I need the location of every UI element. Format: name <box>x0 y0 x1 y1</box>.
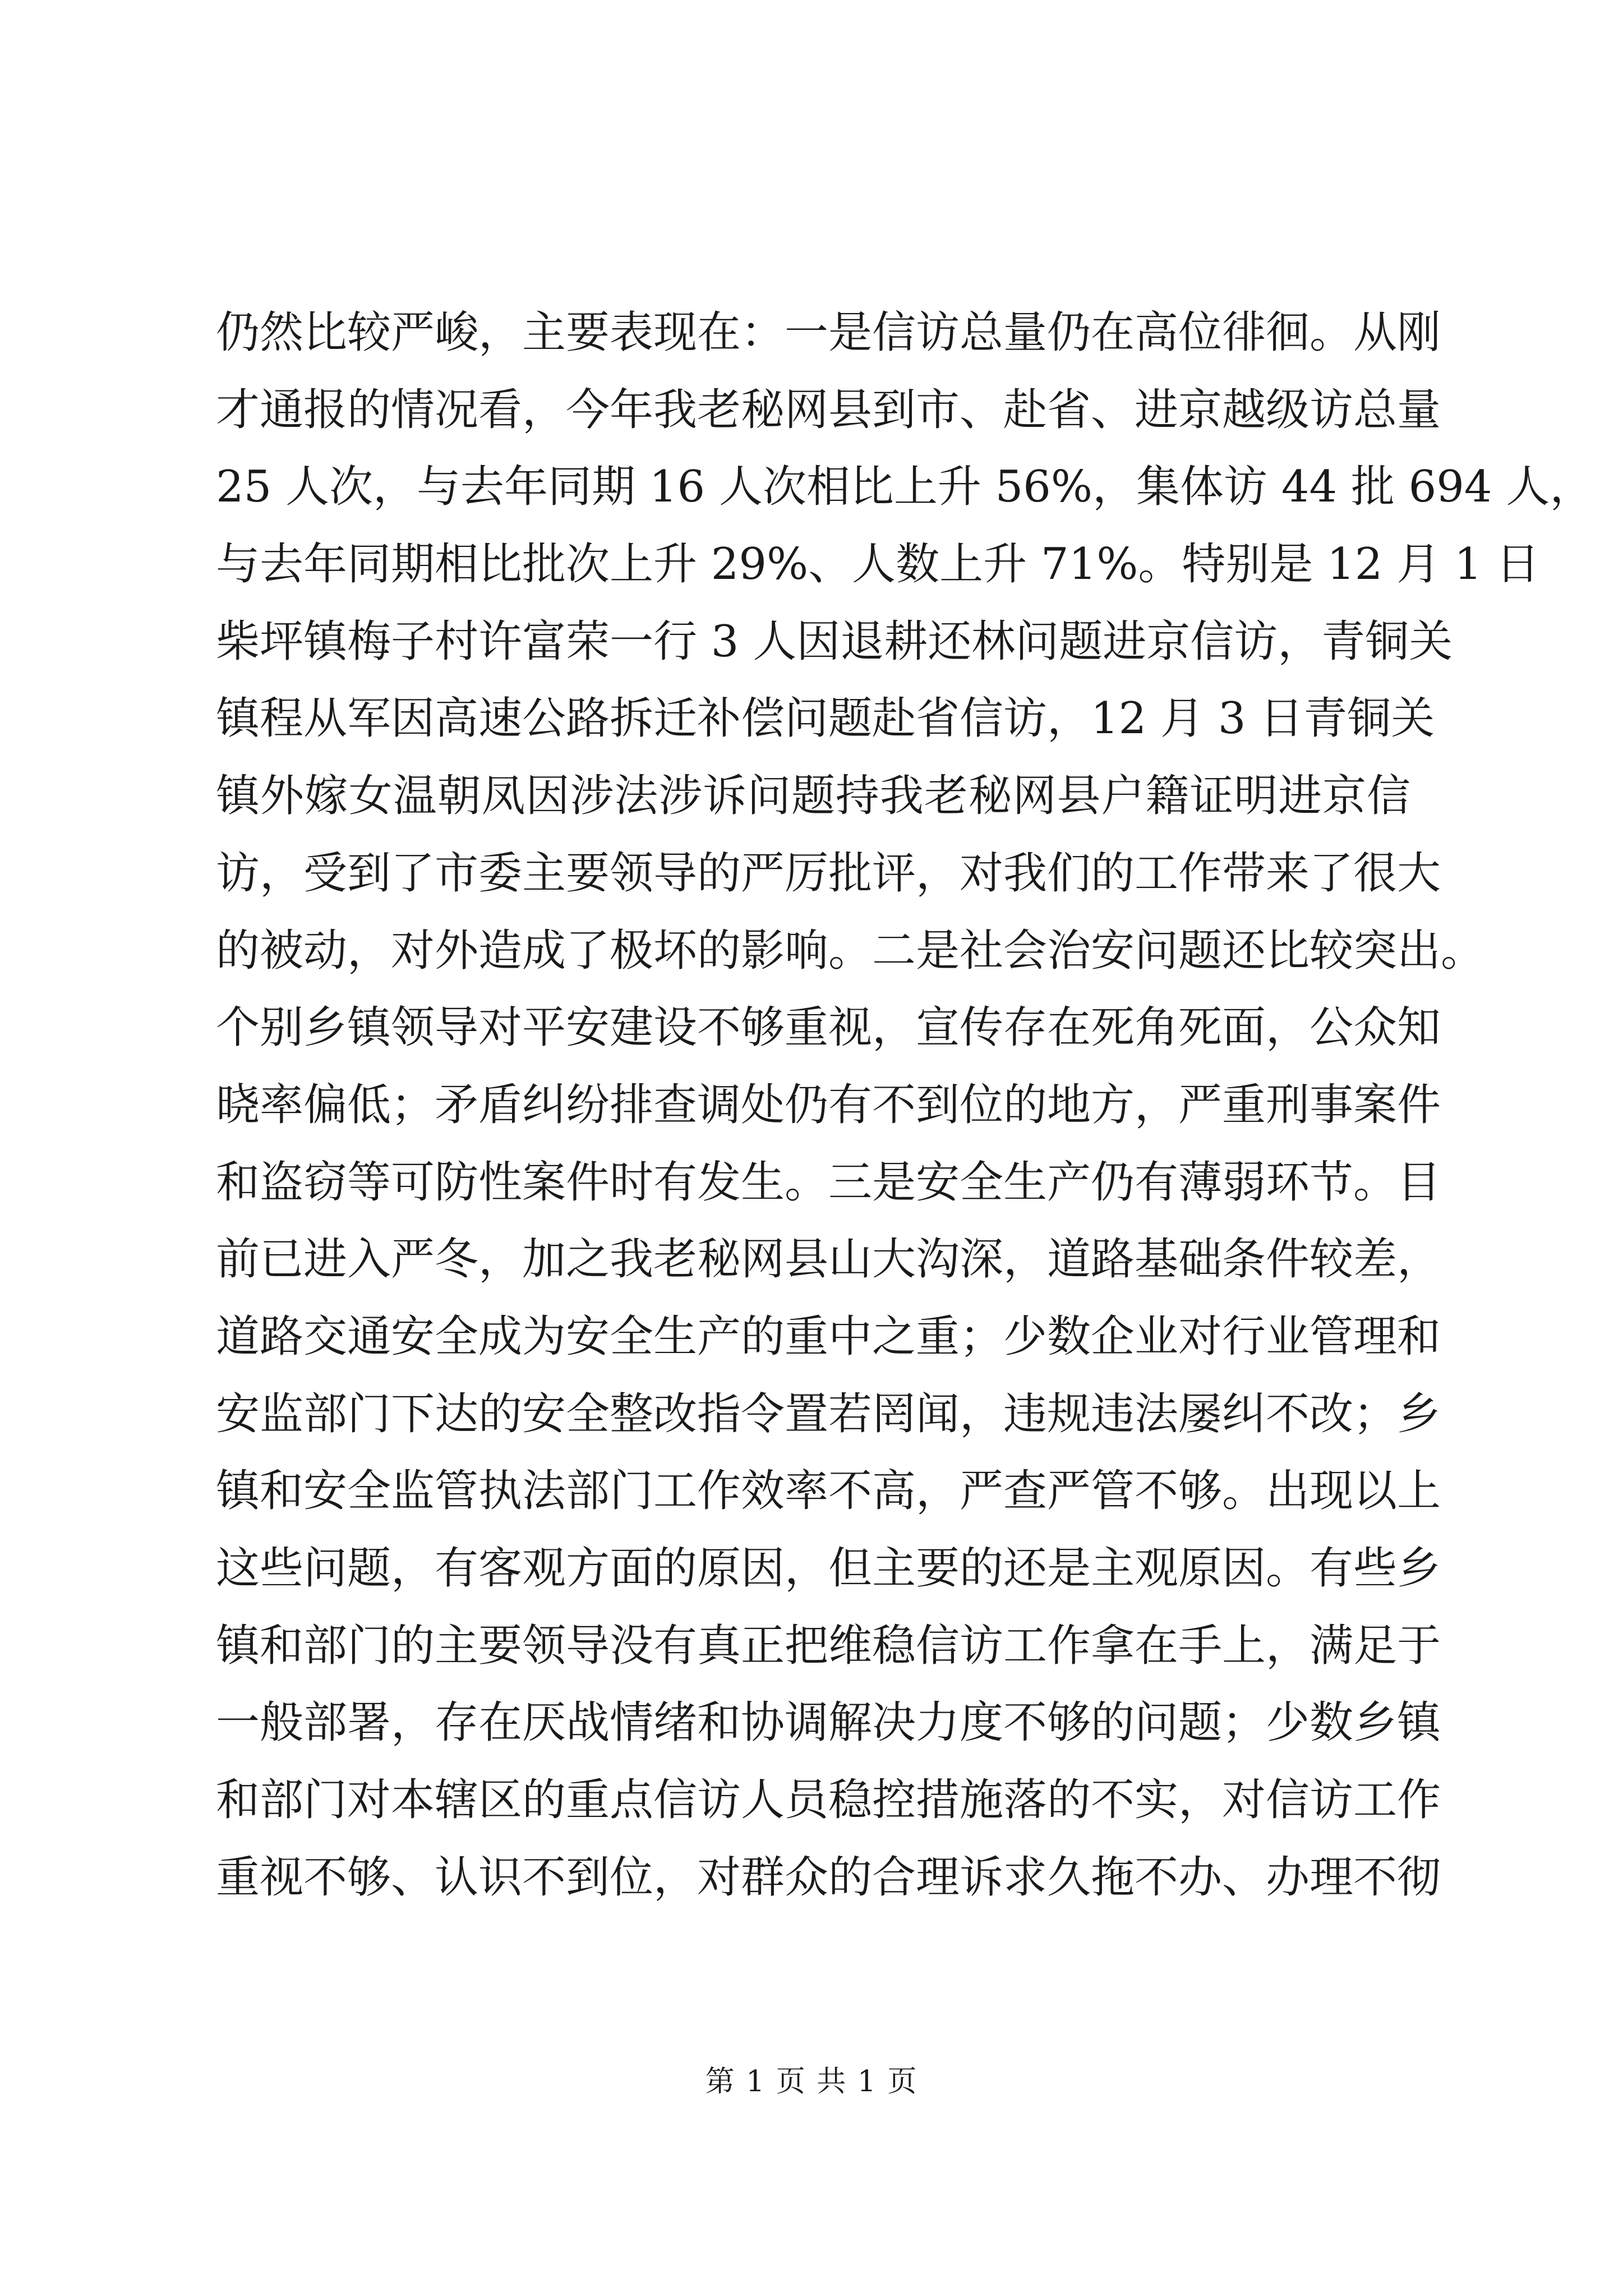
text-line: 镇外嫁女温朝凤因涉法涉诉问题持我老秘网县户籍证明进京信 <box>216 771 1410 822</box>
text-line: 与去年同期相比批次上升 29%、人数上升 71%。特别是 12 月 1 日 <box>216 539 1540 590</box>
text-line: 镇和部门的主要领导没有真正把维稳信访工作拿在手上，满足于 <box>216 1620 1441 1671</box>
page-footer: 第 1 页 共 1 页 <box>705 2065 918 2099</box>
body-paragraph <box>216 295 1594 1916</box>
text-line: 镇和安全监管执法部门工作效率不高，严查严管不够。出现以上 <box>216 1466 1441 1517</box>
text-line: 个别乡镇领导对平安建设不够重视，宣传存在死角死面，公众知 <box>216 1002 1441 1053</box>
text-line: 安监部门下达的安全整改指令置若罔闻，违规违法屡纠不改；乡 <box>216 1388 1441 1439</box>
text-line: 道路交通安全成为安全生产的重中之重；少数企业对行业管理和 <box>216 1311 1441 1362</box>
text-line: 镇程从军因高速公路拆迁补偿问题赴省信访，12 月 3 日青铜关 <box>216 693 1435 744</box>
text-line: 晓率偏低；矛盾纠纷排查调处仍有不到位的地方，严重刑事案件 <box>216 1079 1441 1130</box>
text-line: 这些问题，有客观方面的原因，但主要的还是主观原因。有些乡 <box>216 1543 1441 1594</box>
text-line: 重视不够、认识不到位，对群众的合理诉求久拖不办、办理不彻 <box>216 1852 1441 1903</box>
text-line: 和部门对本辖区的重点信访人员稳控措施落的不实，对信访工作 <box>216 1775 1441 1826</box>
text-line: 和盗窃等可防性案件时有发生。三是安全生产仍有薄弱环节。目 <box>216 1157 1441 1208</box>
text-line: 仍然比较严峻，主要表现在：一是信访总量仍在高位徘徊。从刚 <box>216 307 1441 358</box>
text-line: 25 人次，与去年同期 16 人次相比上升 56%，集体访 44 批 694 人， <box>216 462 1594 513</box>
text-line: 前已进入严冬，加之我老秘网县山大沟深，道路基础条件较差， <box>216 1234 1441 1285</box>
text-line: 才通报的情况看，今年我老秘网县到市、赴省、进京越级访总量 <box>216 384 1441 435</box>
text-line: 一般部署，存在厌战情绪和协调解决力度不够的问题；少数乡镇 <box>216 1697 1441 1749</box>
text-line: 的被动，对外造成了极坏的影响。二是社会治安问题还比较突出。 <box>216 925 1485 976</box>
text-line: 柴坪镇梅子村许富荣一行 3 人因退耕还林问题进京信访，青铜关 <box>216 616 1453 667</box>
text-line: 访，受到了市委主要领导的严厉批评，对我们的工作带来了很大 <box>216 848 1441 899</box>
